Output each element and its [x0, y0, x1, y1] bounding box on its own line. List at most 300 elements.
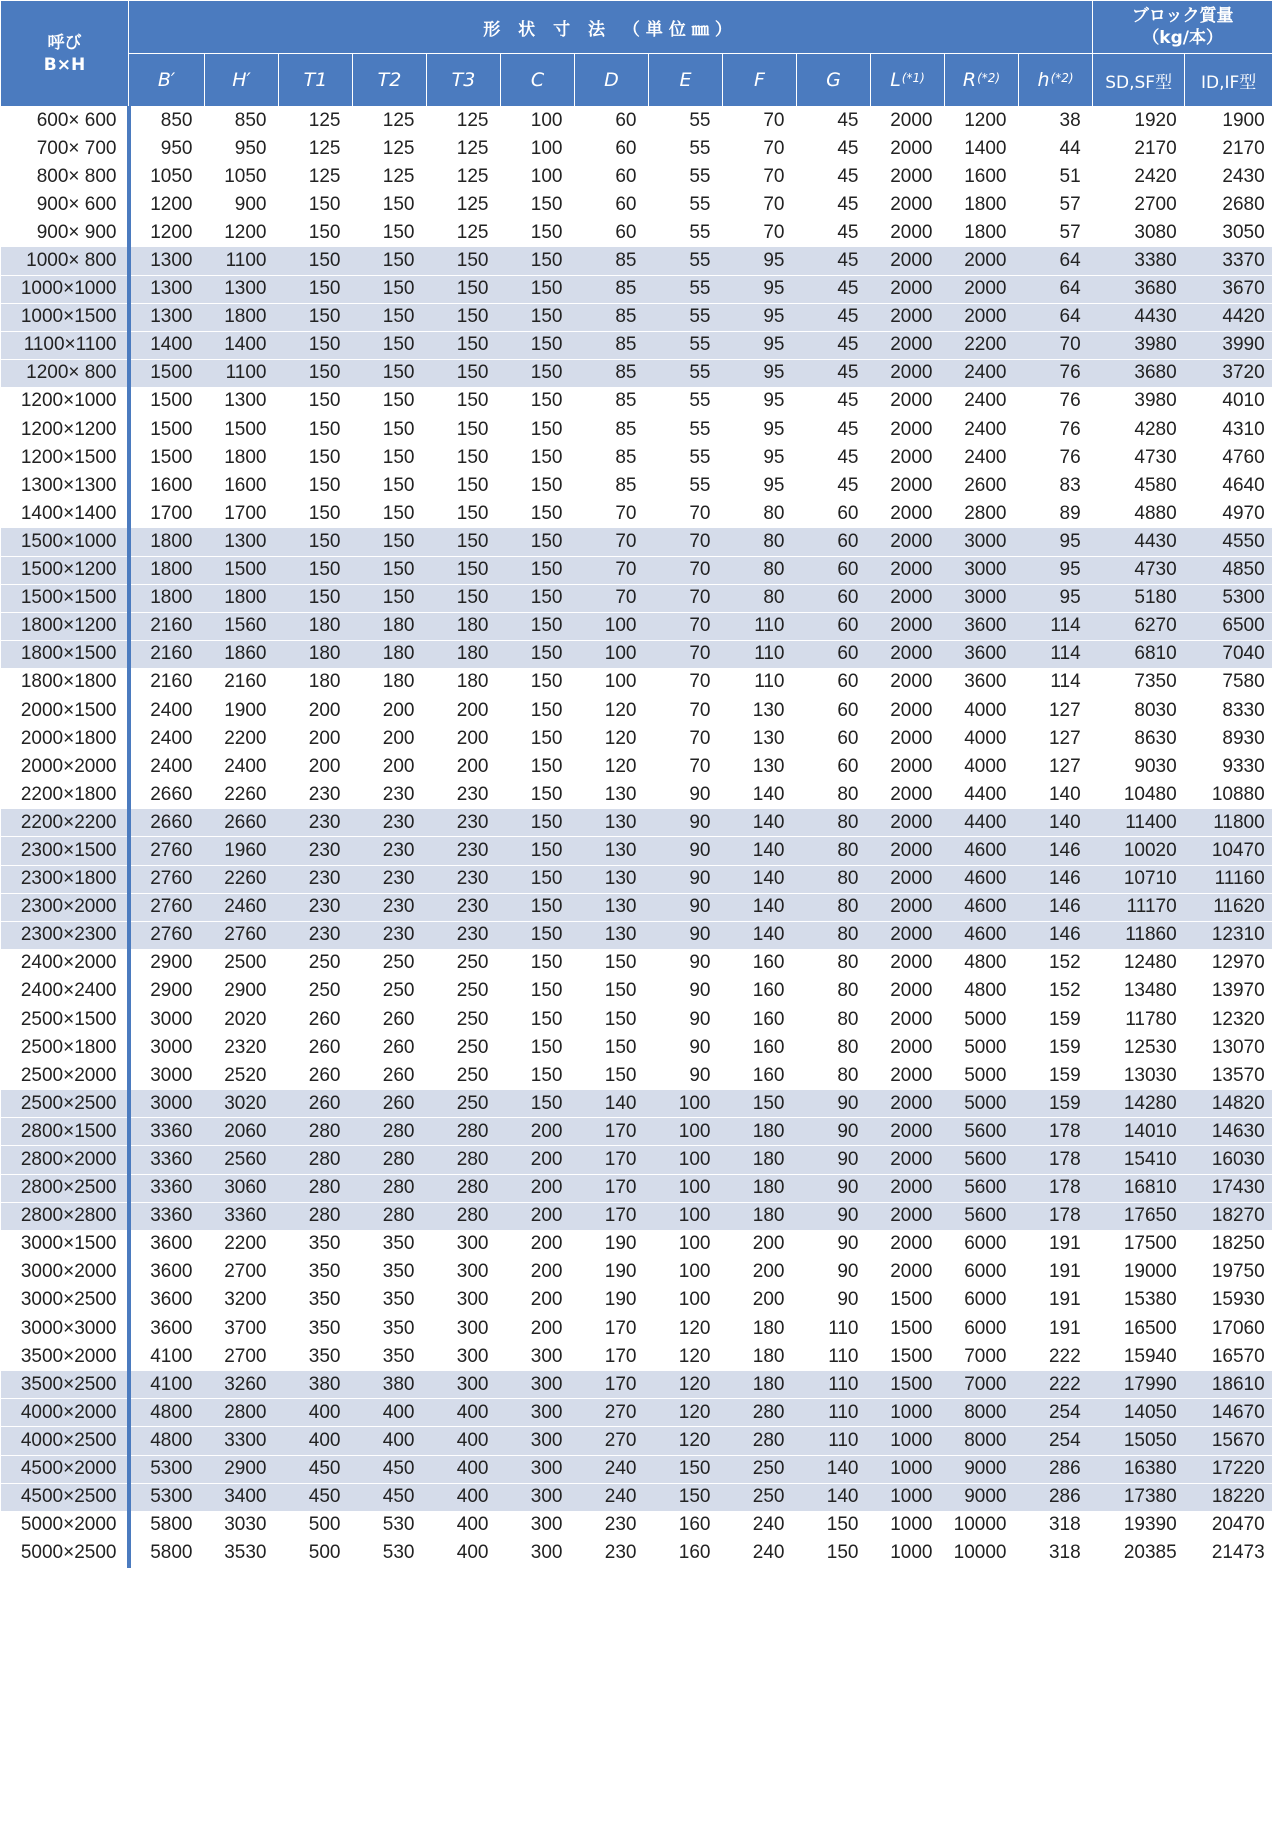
row-name-cell: 2000×2000: [1, 753, 129, 781]
value-cell: 80: [797, 1034, 871, 1062]
value-cell: 280: [353, 1118, 427, 1146]
value-cell: 3980: [1093, 331, 1185, 359]
value-cell: 150: [501, 584, 575, 612]
value-cell: 160: [649, 1511, 723, 1539]
subheader-9: [797, 54, 871, 107]
value-cell: 90: [649, 809, 723, 837]
value-cell: 57: [1019, 219, 1093, 247]
value-cell: 89: [1019, 500, 1093, 528]
value-cell: 60: [797, 640, 871, 668]
value-cell: 280: [353, 1174, 427, 1202]
table-row: [1, 1034, 1272, 1062]
value-cell: 4600: [945, 893, 1019, 921]
value-cell: 180: [723, 1202, 797, 1230]
value-cell: 2200: [205, 725, 279, 753]
value-cell: 5000: [945, 1062, 1019, 1090]
value-cell: 2900: [129, 949, 205, 977]
value-cell: 350: [353, 1286, 427, 1314]
row-name-cell: 900× 900: [1, 219, 129, 247]
value-cell: 60: [797, 584, 871, 612]
value-cell: 1800: [129, 556, 205, 584]
subheader-label: ID,IF型: [1201, 72, 1257, 93]
value-cell: 90: [649, 977, 723, 1005]
value-cell: 13970: [1185, 977, 1272, 1005]
value-cell: 178: [1019, 1146, 1093, 1174]
value-cell: 6000: [945, 1258, 1019, 1286]
value-cell: 2400: [129, 696, 205, 724]
value-cell: 90: [649, 949, 723, 977]
table-row: [1, 1371, 1272, 1399]
value-cell: 11800: [1185, 809, 1272, 837]
value-cell: 350: [353, 1315, 427, 1343]
table-row: [1, 1483, 1272, 1511]
value-cell: 4400: [945, 781, 1019, 809]
value-cell: 160: [723, 1006, 797, 1034]
value-cell: 4310: [1185, 416, 1272, 444]
value-cell: 450: [279, 1483, 353, 1511]
table-row: [1, 1315, 1272, 1343]
value-cell: 2000: [871, 725, 945, 753]
value-cell: 4280: [1093, 416, 1185, 444]
value-cell: 140: [575, 1090, 649, 1118]
value-cell: 150: [353, 387, 427, 415]
subheader-8: [723, 54, 797, 107]
value-cell: 200: [501, 1286, 575, 1314]
value-cell: 110: [797, 1427, 871, 1455]
subheader-14: [1185, 54, 1272, 107]
table-row: [1, 949, 1272, 977]
value-cell: 150: [575, 977, 649, 1005]
value-cell: 95: [723, 444, 797, 472]
table-row: [1, 219, 1272, 247]
value-cell: 125: [279, 135, 353, 163]
value-cell: 1200: [129, 191, 205, 219]
value-cell: 16030: [1185, 1146, 1272, 1174]
value-cell: 2000: [871, 359, 945, 387]
value-cell: 11780: [1093, 1006, 1185, 1034]
value-cell: 3060: [205, 1174, 279, 1202]
value-cell: 125: [427, 135, 501, 163]
value-cell: 95: [723, 331, 797, 359]
value-cell: 80: [723, 584, 797, 612]
value-cell: 2000: [871, 444, 945, 472]
value-cell: 350: [279, 1230, 353, 1258]
value-cell: 180: [353, 640, 427, 668]
value-cell: 14630: [1185, 1118, 1272, 1146]
value-cell: 2700: [205, 1258, 279, 1286]
value-cell: 2600: [945, 472, 1019, 500]
value-cell: 45: [797, 163, 871, 191]
table-row: [1, 1090, 1272, 1118]
value-cell: 200: [501, 1202, 575, 1230]
value-cell: 6500: [1185, 612, 1272, 640]
table-row: [1, 725, 1272, 753]
value-cell: 83: [1019, 472, 1093, 500]
value-cell: 13030: [1093, 1062, 1185, 1090]
value-cell: 150: [501, 500, 575, 528]
value-cell: 10000: [945, 1539, 1019, 1567]
value-cell: 125: [427, 219, 501, 247]
value-cell: 12320: [1185, 1006, 1272, 1034]
value-cell: 2000: [871, 1062, 945, 1090]
value-cell: 2000: [945, 303, 1019, 331]
value-cell: 2400: [129, 725, 205, 753]
value-cell: 450: [353, 1483, 427, 1511]
value-cell: 140: [723, 865, 797, 893]
value-cell: 80: [797, 1062, 871, 1090]
value-cell: 1200: [129, 219, 205, 247]
value-cell: 17220: [1185, 1455, 1272, 1483]
value-cell: 10880: [1185, 781, 1272, 809]
value-cell: 300: [427, 1315, 501, 1343]
value-cell: 3200: [205, 1286, 279, 1314]
value-cell: 150: [501, 387, 575, 415]
value-cell: 2000: [871, 668, 945, 696]
subheader-label: D: [604, 69, 619, 91]
value-cell: 1500: [129, 359, 205, 387]
value-cell: 150: [353, 219, 427, 247]
value-cell: 15380: [1093, 1286, 1185, 1314]
value-cell: 152: [1019, 949, 1093, 977]
value-cell: 76: [1019, 359, 1093, 387]
table-row: [1, 1230, 1272, 1258]
value-cell: 60: [797, 668, 871, 696]
value-cell: 9000: [945, 1483, 1019, 1511]
value-cell: 240: [723, 1511, 797, 1539]
value-cell: 250: [279, 977, 353, 1005]
value-cell: 76: [1019, 416, 1093, 444]
value-cell: 90: [649, 837, 723, 865]
value-cell: 280: [427, 1118, 501, 1146]
value-cell: 1400: [945, 135, 1019, 163]
value-cell: 178: [1019, 1118, 1093, 1146]
value-cell: 159: [1019, 1090, 1093, 1118]
value-cell: 4000: [945, 696, 1019, 724]
row-name-cell: 2300×1500: [1, 837, 129, 865]
value-cell: 90: [797, 1146, 871, 1174]
value-cell: 85: [575, 416, 649, 444]
value-cell: 3360: [129, 1202, 205, 1230]
value-cell: 230: [427, 837, 501, 865]
value-cell: 2000: [945, 275, 1019, 303]
value-cell: 3980: [1093, 387, 1185, 415]
value-cell: 500: [279, 1539, 353, 1567]
value-cell: 15940: [1093, 1343, 1185, 1371]
value-cell: 100: [649, 1202, 723, 1230]
value-cell: 222: [1019, 1343, 1093, 1371]
subheader-label: H′: [232, 69, 251, 91]
value-cell: 150: [501, 809, 575, 837]
value-cell: 16380: [1093, 1455, 1185, 1483]
value-cell: 150: [427, 359, 501, 387]
row-name-cell: 5000×2000: [1, 1511, 129, 1539]
value-cell: 230: [279, 893, 353, 921]
table-row: [1, 977, 1272, 1005]
value-cell: 180: [723, 1174, 797, 1202]
header-row-2: [1, 54, 1272, 107]
value-cell: 4580: [1093, 472, 1185, 500]
value-cell: 280: [353, 1146, 427, 1174]
value-cell: 3720: [1185, 359, 1272, 387]
value-cell: 80: [797, 921, 871, 949]
value-cell: 2000: [871, 1006, 945, 1034]
value-cell: 1500: [871, 1286, 945, 1314]
value-cell: 230: [575, 1539, 649, 1567]
row-name-cell: 600× 600: [1, 107, 129, 135]
value-cell: 2000: [871, 640, 945, 668]
value-cell: 318: [1019, 1539, 1093, 1567]
value-cell: 170: [575, 1343, 649, 1371]
value-cell: 2760: [129, 921, 205, 949]
value-cell: 4420: [1185, 303, 1272, 331]
row-name-cell: 3500×2500: [1, 1371, 129, 1399]
row-name-cell: 2500×1800: [1, 1034, 129, 1062]
value-cell: 260: [353, 1006, 427, 1034]
value-cell: 260: [353, 1090, 427, 1118]
value-cell: 530: [353, 1511, 427, 1539]
value-cell: 1500: [129, 387, 205, 415]
value-cell: 250: [427, 1090, 501, 1118]
value-cell: 85: [575, 444, 649, 472]
value-cell: 150: [427, 416, 501, 444]
table-row: [1, 1146, 1272, 1174]
value-cell: 45: [797, 135, 871, 163]
value-cell: 64: [1019, 303, 1093, 331]
subheader-11: [945, 54, 1019, 107]
value-cell: 150: [501, 893, 575, 921]
value-cell: 200: [501, 1230, 575, 1258]
value-cell: 850: [129, 107, 205, 135]
value-cell: 300: [501, 1511, 575, 1539]
value-cell: 3700: [205, 1315, 279, 1343]
value-cell: 2760: [129, 893, 205, 921]
value-cell: 90: [797, 1090, 871, 1118]
value-cell: 2000: [871, 135, 945, 163]
value-cell: 2000: [871, 107, 945, 135]
value-cell: 170: [575, 1371, 649, 1399]
row-name-cell: 1500×1200: [1, 556, 129, 584]
value-cell: 200: [501, 1118, 575, 1146]
value-cell: 45: [797, 387, 871, 415]
subheader-3: [353, 54, 427, 107]
value-cell: 2800: [945, 500, 1019, 528]
value-cell: 2000: [871, 528, 945, 556]
value-cell: 70: [649, 725, 723, 753]
value-cell: 70: [575, 500, 649, 528]
value-cell: 110: [723, 640, 797, 668]
value-cell: 17430: [1185, 1174, 1272, 1202]
value-cell: 1500: [871, 1343, 945, 1371]
value-cell: 2460: [205, 893, 279, 921]
value-cell: 150: [353, 303, 427, 331]
value-cell: 170: [575, 1174, 649, 1202]
value-cell: 2000: [871, 949, 945, 977]
value-cell: 3000: [129, 1090, 205, 1118]
row-name-cell: 1000× 800: [1, 247, 129, 275]
value-cell: 150: [279, 191, 353, 219]
value-cell: 2000: [871, 191, 945, 219]
row-name-cell: 2300×1800: [1, 865, 129, 893]
value-cell: 100: [649, 1230, 723, 1258]
value-cell: 1000: [871, 1511, 945, 1539]
value-cell: 150: [427, 331, 501, 359]
value-cell: 2000: [871, 163, 945, 191]
value-cell: 4800: [129, 1427, 205, 1455]
value-cell: 222: [1019, 1371, 1093, 1399]
value-cell: 350: [353, 1343, 427, 1371]
value-cell: 95: [723, 472, 797, 500]
value-cell: 200: [279, 725, 353, 753]
value-cell: 55: [649, 416, 723, 444]
table-row: [1, 696, 1272, 724]
value-cell: 180: [723, 1371, 797, 1399]
value-cell: 3050: [1185, 219, 1272, 247]
value-cell: 2000: [871, 809, 945, 837]
value-cell: 250: [427, 1006, 501, 1034]
value-cell: 200: [427, 753, 501, 781]
value-cell: 2400: [945, 416, 1019, 444]
row-name-cell: 1200×1500: [1, 444, 129, 472]
value-cell: 150: [501, 921, 575, 949]
value-cell: 80: [723, 556, 797, 584]
table-row: [1, 781, 1272, 809]
value-cell: 1800: [129, 528, 205, 556]
row-name-cell: 3000×2500: [1, 1286, 129, 1314]
value-cell: 70: [649, 612, 723, 640]
value-cell: 150: [501, 640, 575, 668]
value-cell: 160: [723, 1034, 797, 1062]
value-cell: 200: [501, 1315, 575, 1343]
value-cell: 17990: [1093, 1371, 1185, 1399]
value-cell: 3020: [205, 1090, 279, 1118]
value-cell: 6000: [945, 1230, 1019, 1258]
value-cell: 150: [353, 416, 427, 444]
value-cell: 12530: [1093, 1034, 1185, 1062]
value-cell: 250: [427, 1034, 501, 1062]
value-cell: 150: [353, 500, 427, 528]
value-cell: 4800: [129, 1399, 205, 1427]
value-cell: 1700: [129, 500, 205, 528]
row-name-cell: 2500×2000: [1, 1062, 129, 1090]
value-cell: 130: [723, 725, 797, 753]
value-cell: 95: [1019, 584, 1093, 612]
value-cell: 150: [501, 1090, 575, 1118]
value-cell: 150: [353, 584, 427, 612]
table-row: [1, 1539, 1272, 1567]
value-cell: 900: [205, 191, 279, 219]
value-cell: 3000: [945, 556, 1019, 584]
table-row: [1, 1006, 1272, 1034]
value-cell: 1000: [871, 1399, 945, 1427]
row-name-cell: 1200×1200: [1, 416, 129, 444]
value-cell: 7000: [945, 1343, 1019, 1371]
value-cell: 2160: [129, 640, 205, 668]
table-row: [1, 668, 1272, 696]
value-cell: 230: [279, 781, 353, 809]
value-cell: 14050: [1093, 1399, 1185, 1427]
value-cell: 45: [797, 472, 871, 500]
value-cell: 5180: [1093, 584, 1185, 612]
row-name-cell: 800× 800: [1, 163, 129, 191]
value-cell: 850: [205, 107, 279, 135]
value-cell: 200: [501, 1258, 575, 1286]
value-cell: 191: [1019, 1230, 1093, 1258]
value-cell: 150: [501, 191, 575, 219]
value-cell: 2260: [205, 865, 279, 893]
subheader-2: [279, 54, 353, 107]
value-cell: 127: [1019, 696, 1093, 724]
value-cell: 150: [797, 1511, 871, 1539]
value-cell: 200: [723, 1286, 797, 1314]
table-row: [1, 247, 1272, 275]
value-cell: 286: [1019, 1483, 1093, 1511]
subheader-footnote: (*2): [977, 71, 1001, 85]
value-cell: 2000: [871, 612, 945, 640]
value-cell: 55: [649, 107, 723, 135]
row-name-cell: 1100×1100: [1, 331, 129, 359]
value-cell: 125: [353, 107, 427, 135]
value-cell: 85: [575, 359, 649, 387]
value-cell: 2400: [945, 359, 1019, 387]
value-cell: 11160: [1185, 865, 1272, 893]
value-cell: 286: [1019, 1455, 1093, 1483]
value-cell: 150: [279, 584, 353, 612]
value-cell: 4730: [1093, 556, 1185, 584]
value-cell: 150: [353, 331, 427, 359]
subheader-7: [649, 54, 723, 107]
value-cell: 110: [797, 1371, 871, 1399]
value-cell: 180: [723, 1118, 797, 1146]
value-cell: 60: [797, 753, 871, 781]
value-cell: 150: [501, 219, 575, 247]
value-cell: 280: [723, 1427, 797, 1455]
value-cell: 200: [427, 696, 501, 724]
value-cell: 2000: [871, 219, 945, 247]
row-name-cell: 4000×2000: [1, 1399, 129, 1427]
value-cell: 60: [797, 500, 871, 528]
value-cell: 150: [501, 612, 575, 640]
value-cell: 60: [575, 163, 649, 191]
value-cell: 64: [1019, 247, 1093, 275]
value-cell: 17380: [1093, 1483, 1185, 1511]
value-cell: 380: [353, 1371, 427, 1399]
value-cell: 8000: [945, 1427, 1019, 1455]
value-cell: 51: [1019, 163, 1093, 191]
value-cell: 2000: [871, 781, 945, 809]
subheader-footnote: (*2): [1050, 71, 1074, 85]
value-cell: 130: [575, 921, 649, 949]
value-cell: 2170: [1093, 135, 1185, 163]
value-cell: 10470: [1185, 837, 1272, 865]
value-cell: 200: [353, 725, 427, 753]
value-cell: 2160: [205, 668, 279, 696]
value-cell: 15410: [1093, 1146, 1185, 1174]
value-cell: 159: [1019, 1006, 1093, 1034]
subheader-label: L: [890, 69, 901, 91]
value-cell: 400: [427, 1483, 501, 1511]
table-row: [1, 556, 1272, 584]
value-cell: 400: [279, 1427, 353, 1455]
value-cell: 80: [797, 977, 871, 1005]
value-cell: 190: [575, 1286, 649, 1314]
value-cell: 230: [353, 837, 427, 865]
value-cell: 300: [427, 1230, 501, 1258]
value-cell: 95: [723, 247, 797, 275]
value-cell: 2800: [205, 1399, 279, 1427]
table-row: [1, 1455, 1272, 1483]
value-cell: 85: [575, 387, 649, 415]
value-cell: 180: [427, 612, 501, 640]
